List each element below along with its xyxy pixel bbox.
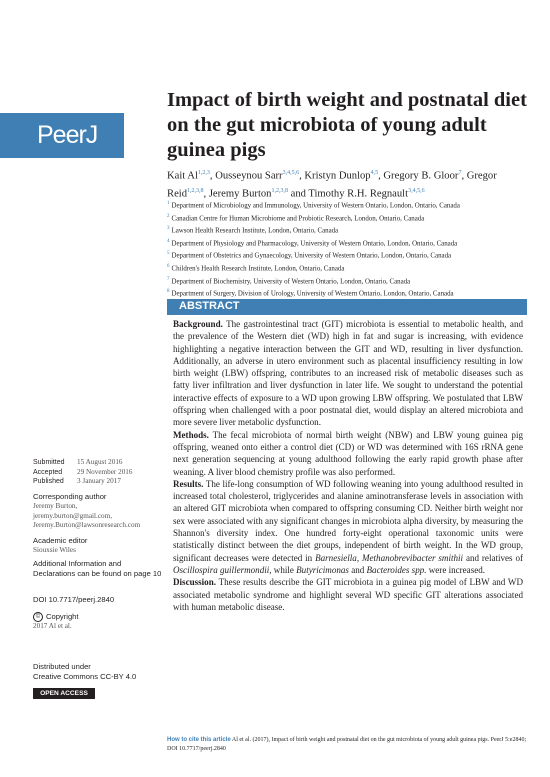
abstract-heading: ABSTRACT (179, 300, 240, 312)
author-list (167, 166, 537, 202)
affiliation-number: 4 (167, 238, 170, 244)
author-name: Ousseynou Sarr (215, 170, 283, 182)
citation-block (167, 736, 532, 753)
abstract-body (173, 318, 523, 613)
author-name: Kait Al (167, 170, 198, 182)
author-separator: , (299, 170, 305, 182)
article-title: Impact of birth weight and postnatal diet on the gut microbiota of young adult guinea pigs (167, 89, 527, 161)
abstract-background (173, 318, 523, 429)
affiliation-item (167, 275, 537, 288)
affiliation-item (167, 212, 537, 225)
discussion-text: These results describe the GIT microbiota in a guinea pig model of LBW and WD associated metabolic syndrome and highlight several WD specific GIT alterations associated with human metabolic disease. (173, 577, 523, 612)
taxon-name: Butyricimonas (296, 564, 349, 575)
abstract-results (173, 478, 523, 576)
license (33, 662, 163, 682)
copyright-label: Copyright (46, 612, 79, 621)
corresponding-name: Jeremy Burton, (33, 502, 78, 510)
results-text: , while (269, 564, 297, 575)
citation-text: Al et al. (2017), Impact of birth weight and postnatal diet on the gut microbiota of young adult guinea pigs. PeerJ 5:e2840; DOI 10.7717/peerj.2840 (167, 737, 527, 752)
author-affiliation-ref: 1,2,3 (197, 170, 210, 176)
affiliation-text: Department of Microbiology and Immunology, University of Western Ontario, London, Ontario, Canada (171, 202, 460, 210)
copyright-icon: © (33, 612, 43, 622)
results-text: The life-long consumption of WD following weaning into young adulthood resulted in increased total cholesterol, triglycerides and alanine aminotransferase levels in association with an altered GIT microbiota when compared to offspring consuming CD. Neither birth weight nor sex were associated with any significant changes in microbiota alpha diversity, by measuring the Shannon's diversity index. One hundred forty-eight operational taxonomic units were statistically distinct between the diet groups, independent of birth weight. In the WD group, significant decreases were detected in (173, 478, 523, 563)
methods-label: Methods. (173, 429, 209, 440)
affiliation-item (167, 199, 537, 212)
affiliation-number: 6 (167, 263, 170, 269)
results-text: and relatives of (463, 552, 523, 563)
citation-lead: How to cite this article (167, 737, 231, 743)
affiliation-text: Department of Obstetrics and Gynaecology, University of Western Ontario, London, Ontario, Canada (171, 252, 452, 260)
affiliation-number: 5 (167, 251, 170, 257)
author-separator: , (203, 188, 209, 200)
doi-text[interactable]: DOI 10.7717/peerj.2840 (33, 595, 115, 604)
license-link[interactable]: Creative Commons CC-BY 4.0 (33, 672, 137, 681)
academic-editor (33, 536, 163, 556)
author-separator: , (209, 170, 216, 182)
author-name: Kristyn Dunlop (304, 170, 371, 182)
published-date: Published 3 January 2017 (33, 477, 121, 485)
editor-label: Academic editor (33, 536, 88, 545)
author-separator: , (378, 170, 384, 182)
author-name: Gregory B. Gloor (383, 170, 459, 182)
affiliation-item (167, 287, 537, 300)
author-name: Jeremy Burton (208, 188, 272, 200)
taxon-name: Oscillospira guillermondii (173, 564, 270, 575)
copyright (33, 612, 163, 632)
corresponding-label: Corresponding author (33, 492, 107, 501)
results-text: were increased. (426, 564, 486, 575)
corresponding-author (33, 492, 163, 531)
corresponding-email[interactable]: jeremy.burton@gmail.com, (33, 511, 113, 520)
author-affiliation-ref: 3,4,5,6 (282, 170, 300, 176)
background-label: Background. (173, 319, 223, 329)
results-text: and (348, 564, 367, 575)
results-label: Results. (173, 478, 204, 489)
affiliation-text: Canadian Centre for Human Microbiome and Probiotic Research, London, Ontario, Canada (171, 214, 425, 222)
affiliation-item (167, 262, 537, 275)
doi (33, 595, 163, 605)
open-access-badge: OPEN ACCESS (33, 688, 95, 699)
accepted-date: Accepted 29 November 2016 (33, 467, 133, 476)
discussion-label: Discussion. (173, 577, 216, 588)
affiliation-item (167, 249, 537, 262)
affiliation-number: 1 (167, 201, 170, 206)
background-text: The gastrointestinal tract (GIT) microbiota is essential to metabolic health, and the prevalence of the Western diet (WD) high in fat and sugar is increasing, with evidence highlighting a negative interaction between the GIT and WD, resulting in liver dysfunction. Additionally, an adverse in utero environment such as placental insufficiency resulting in low birth weight (LBW) offspring, contributes to an increased risk of metabolic diseases such as fatty liver infiltration and liver dysfunction in later life. We sought to understand the potential interactive effects of exposure to a WD upon growing LBW offspring. We postulated that LBW offspring when challenged with a poor postnatal diet, would display an altered microbiota and more severe liver metabolic dysfunction. (173, 319, 523, 428)
affiliation-text: Department of Biochemistry, University of Western Ontario, London, Ontario, Canada (171, 277, 411, 285)
author-separator: and (287, 188, 309, 200)
author-affiliation-ref: 3,4,5,6 (408, 188, 425, 195)
methods-text: The fecal microbiota of normal birth weight (NBW) and LBW young guinea pig offspring, weaned onto either a control diet (CD) or WD was determined with 16S rRNA gene next generation sequencing at young adulthood following the early rapid growth phase after weaning. A liver blood chemistry profile was also performed. (173, 429, 523, 477)
taxon-name: Barnesiella, Methanobrevibacter smithii (315, 552, 464, 563)
affiliation-item (167, 224, 537, 237)
affiliation-item (167, 237, 537, 250)
journal-logo (0, 113, 124, 158)
taxon-name: Bacteroides spp. (366, 564, 427, 575)
submitted-date: Submitted 15 August 2016 (33, 458, 123, 466)
author-affiliation-ref: 4,5 (370, 170, 379, 176)
affiliation-number: 2 (167, 213, 170, 219)
author-affiliation-ref: 1,2,3,8 (187, 188, 204, 195)
affiliation-number: 8 (167, 289, 170, 295)
copyright-year: 2017 Al et al. (33, 622, 72, 630)
abstract-methods (173, 429, 523, 478)
author-affiliation-ref: 7 (458, 170, 462, 176)
journal-logo-text: PeerJ (37, 121, 98, 149)
additional-info-text: Additional Information and Declarations can be found on page 10 (33, 559, 162, 578)
affiliation-number: 3 (167, 226, 170, 232)
editor-name: Siouxsie Wiles (33, 546, 76, 554)
abstract-heading-bar (167, 299, 527, 315)
affiliation-text: Department of Surgery, Division of Urology, University of Western Ontario, London, Ontario, Canada (171, 290, 454, 298)
corresponding-email[interactable]: Jeremy.Burton@lawsonresearch.com (33, 521, 141, 529)
affiliation-text: Lawson Health Research Institute, London, Ontario, Canada (171, 227, 339, 235)
license-line: Distributed under (33, 662, 91, 671)
author-affiliation-ref: 1,2,3,8 (271, 188, 288, 195)
affiliation-list (167, 199, 537, 300)
article-dates (33, 458, 163, 487)
author-name: Timothy R.H. Regnault (308, 188, 409, 200)
additional-info (33, 559, 163, 579)
abstract-discussion (173, 576, 523, 613)
affiliation-number: 7 (167, 276, 170, 282)
author-name: Gregor Reid (167, 170, 497, 200)
author-separator: , (461, 170, 467, 182)
affiliation-text: Children's Health Research Institute, London, Ontario, Canada (171, 265, 345, 273)
affiliation-text: Department of Physiology and Pharmacology, University of Western Ontario, London, Ontario, Canada (171, 240, 458, 248)
